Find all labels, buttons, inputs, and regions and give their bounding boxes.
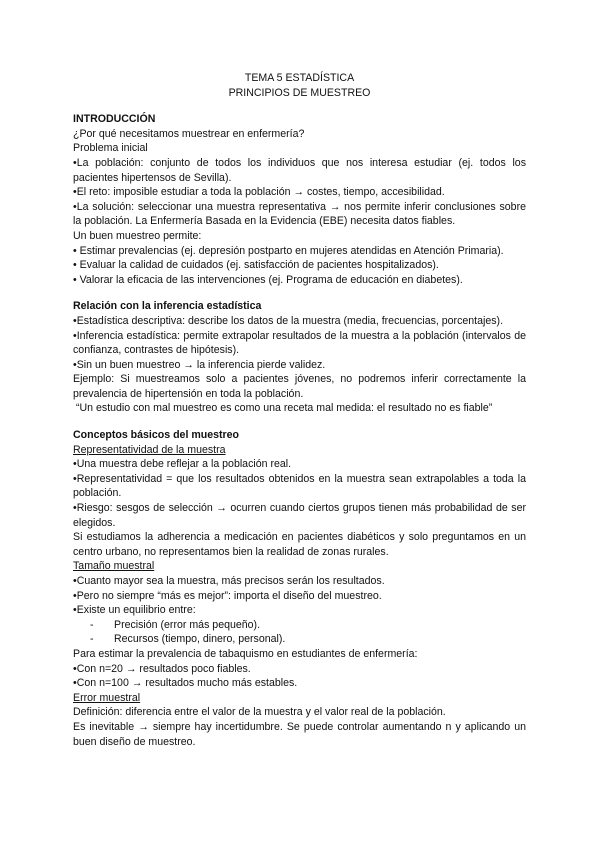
inference-bullet-inferential: •Inferencia estadística: permite extrapolar resultados de la muestra a la población (intervalos de confianza, contrastes de hipótesis). <box>73 329 526 357</box>
document-content <box>73 71 526 749</box>
document-title-line2: PRINCIPIOS DE MUESTREO <box>228 86 371 99</box>
inference-example: Ejemplo: Si muestreamos solo a pacientes jóvenes, no podremos inferir correctamente la prevalencia de hipertensión en toda la población. <box>73 373 526 400</box>
sample-size-example-n20: •Con n=20 → resultados poco fiables. <box>73 662 251 675</box>
representativity-label: Representatividad de la muestra <box>73 443 226 456</box>
sample-error-label: Error muestral <box>73 691 141 704</box>
intro-bullet-solution: •La solución: seleccionar una muestra representativa → nos permite inferir conclusiones sobre la población. La Enfermería Basada en la Evidencia (EBE) necesita datos fiables. <box>73 200 526 228</box>
dash-item-text: Precisión (error más pequeño). <box>114 618 261 631</box>
sample-size-example-intro: Para estimar la prevalencia de tabaquismo en estudiantes de enfermería: <box>73 647 418 660</box>
inference-quote: “Un estudio con mal muestreo es como una receta mal medida: el resultado no es fiable” <box>76 402 493 415</box>
inference-heading: Relación con la inferencia estadística <box>73 300 262 313</box>
dash-mark: - <box>90 618 94 631</box>
representativity-bullet-definition: •Representatividad = que los resultados obtenidos en la muestra sean extrapolables a toda la población. <box>73 472 526 500</box>
intro-allows-prevalence: • Estimar prevalencias (ej. depresión postparto en mujeres atendidas en Atención Primaria). <box>73 244 504 257</box>
sample-size-example-n100: •Con n=100 → resultados mucho más estables. <box>73 677 298 690</box>
inference-bullet-descriptive: •Estadística descriptiva: describe los datos de la muestra (media, frecuencias, porcentajes). <box>73 314 504 327</box>
dash-mark: - <box>90 633 94 646</box>
representativity-bullet-risk: •Riesgo: sesgos de selección → ocurren cuando ciertos grupos tienen más probabilidad de ser elegidos. <box>73 502 526 529</box>
intro-problem-label: Problema inicial <box>73 142 148 155</box>
intro-question: ¿Por qué necesitamos muestrear en enfermería? <box>73 127 305 140</box>
intro-bullet-population: •La población: conjunto de todos los individuos que nos interesa estudiar (ej. todos los pacientes hipertensos de Sevilla). <box>73 156 526 184</box>
sample-size-bullet-design: •Pero no siempre “más es mejor”: importa el diseño del muestreo. <box>73 589 382 602</box>
intro-heading: INTRODUCCIÓN <box>73 113 156 126</box>
intro-bullet-challenge: •El reto: imposible estudiar a toda la población → costes, tiempo, accesibilidad. <box>73 186 445 199</box>
intro-allows-label: Un buen muestreo permite: <box>73 229 202 242</box>
intro-allows-efficacy: • Valorar la eficacia de las intervenciones (ej. Programa de educación en diabetes). <box>73 273 463 286</box>
concepts-heading: Conceptos básicos del muestreo <box>73 429 240 442</box>
intro-allows-quality: • Evaluar la calidad de cuidados (ej. satisfacción de pacientes hospitalizados). <box>73 259 439 272</box>
sample-size-bullet-balance: •Existe un equilibrio entre: <box>73 604 196 617</box>
inference-bullet-validity: •Sin un buen muestreo → la inferencia pierde validez. <box>73 358 326 371</box>
sample-error-definition: Definición: diferencia entre el valor de la muestra y el valor real de la población. <box>73 706 446 719</box>
sample-size-dash-item <box>73 632 526 647</box>
sample-error-inevitable: Es inevitable → siempre hay incertidumbre. Se puede controlar aumentando n y aplicando un buen diseño de muestreo. <box>73 720 526 748</box>
sample-size-bullet-precision: •Cuanto mayor sea la muestra, más precisos serán los resultados. <box>73 575 385 587</box>
sample-size-label: Tamaño muestral <box>73 560 155 573</box>
sample-size-dash-item <box>73 618 526 633</box>
representativity-example: Si estudiamos la adherencia a medicación en pacientes diabéticos y solo preguntamos en un centro urbano, no representamos bien la realidad de zonas rurales. <box>73 531 526 558</box>
dash-item-text: Recursos (tiempo, dinero, personal). <box>114 633 286 646</box>
document-title-line1: TEMA 5 ESTADÍSTICA <box>244 72 355 84</box>
representativity-bullet-reflect: •Una muestra debe reflejar a la población real. <box>73 458 292 471</box>
